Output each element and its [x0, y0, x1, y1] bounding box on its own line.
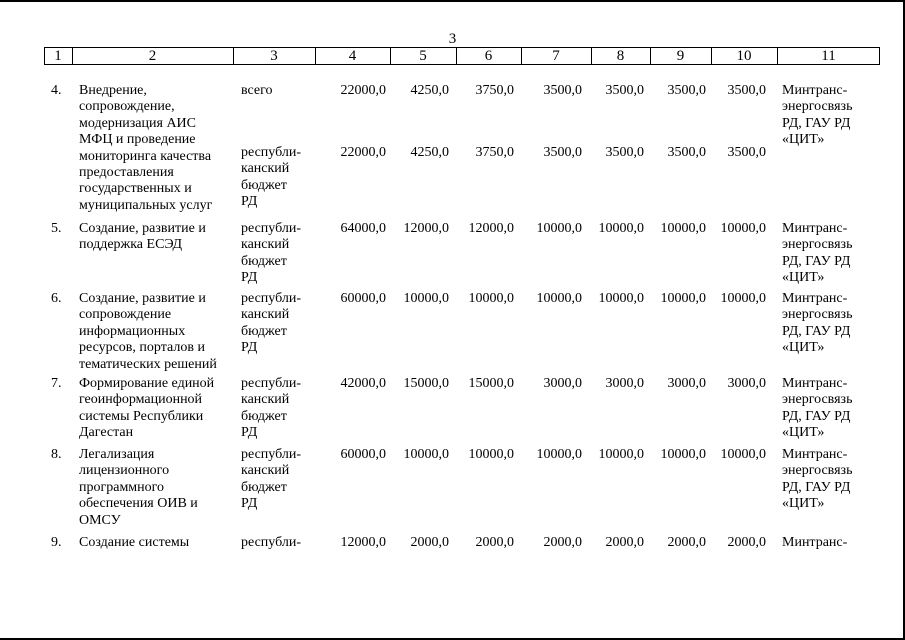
text-line: канский: [241, 237, 290, 253]
funding-value-col-7: 3000,0: [543, 376, 582, 391]
column-number-2: 2: [148, 48, 157, 64]
column-divider: [315, 48, 316, 64]
funding-value-col-8: 3500,0: [605, 145, 644, 160]
column-divider: [72, 48, 73, 64]
text-line: бюджет: [241, 323, 287, 339]
text-line: РД: [241, 496, 258, 512]
text-line: республи-: [241, 291, 301, 306]
row-number: 4.: [51, 83, 62, 98]
executor: [782, 447, 872, 513]
column-divider: [650, 48, 651, 64]
text-line: Минтранс-: [782, 291, 848, 306]
funding-value-col-8: 10000,0: [598, 291, 644, 306]
column-divider: [879, 48, 880, 64]
text-line: бюджет: [241, 253, 287, 269]
text-line: РД, ГАУ РД: [782, 115, 851, 131]
funding-value-col-5: 15000,0: [403, 376, 449, 391]
text-line: республи-: [241, 221, 301, 236]
text-line: всего: [241, 83, 273, 98]
text-line: Минтранс-: [782, 447, 848, 462]
funding-value-col-9: 3500,0: [667, 83, 706, 98]
funding-value-col-7: 10000,0: [536, 447, 582, 462]
funding-value-col-6: 3750,0: [475, 145, 514, 160]
funding-value-col-8: 2000,0: [605, 535, 644, 550]
text-line: энергосвязь: [782, 307, 853, 323]
text-line: Создание, развитие и: [79, 221, 206, 236]
text-line: «ЦИТ»: [782, 425, 825, 441]
funding-source: [241, 376, 301, 442]
executor: [782, 291, 872, 357]
funding-value-col-4: 42000,0: [340, 376, 386, 391]
executor: [782, 83, 872, 149]
column-number-6: 6: [484, 48, 493, 64]
measure-name: [79, 376, 229, 442]
text-line: Минтранс-: [782, 376, 848, 391]
funding-value-col-10: 3500,0: [727, 83, 766, 98]
text-line: республи-: [241, 535, 301, 550]
column-divider: [390, 48, 391, 64]
column-divider: [233, 48, 234, 64]
text-line: предоставления: [79, 165, 174, 181]
funding-value-col-8: 3000,0: [605, 376, 644, 391]
funding-value-col-5: 12000,0: [403, 221, 449, 236]
funding-source: [241, 221, 301, 287]
funding-value-col-5: 4250,0: [410, 83, 449, 98]
text-line: энергосвязь: [782, 99, 853, 115]
funding-value-col-7: 10000,0: [536, 221, 582, 236]
text-line: РД: [241, 270, 258, 286]
text-line: РД, ГАУ РД: [782, 479, 851, 495]
funding-value-col-7: 2000,0: [543, 535, 582, 550]
row-number: 5.: [51, 221, 62, 236]
text-line: сопровождение,: [79, 99, 175, 115]
funding-value-col-9: 3500,0: [667, 145, 706, 160]
column-divider: [521, 48, 522, 64]
text-line: Минтранс-: [782, 535, 848, 550]
text-line: «ЦИТ»: [782, 270, 825, 286]
text-line: МФЦ и проведение: [79, 132, 196, 148]
funding-source: [241, 535, 301, 551]
text-line: канский: [241, 161, 290, 177]
text-line: республи-: [241, 376, 301, 391]
text-line: государственных и: [79, 181, 192, 197]
funding-value-col-5: 10000,0: [403, 291, 449, 306]
column-number-4: 4: [348, 48, 357, 64]
text-line: «ЦИТ»: [782, 132, 825, 148]
text-line: мониторинга качества: [79, 148, 212, 164]
measure-name: [79, 221, 229, 254]
measure-name: [79, 447, 229, 529]
measure-name: [79, 83, 229, 214]
funding-value-col-6: 12000,0: [468, 221, 514, 236]
funding-value-col-5: 4250,0: [410, 145, 449, 160]
text-line: геоинформационной: [79, 392, 203, 408]
text-line: канский: [241, 307, 290, 323]
funding-value-col-10: 10000,0: [720, 221, 766, 236]
text-line: Минтранс-: [782, 83, 848, 98]
executor: [782, 221, 872, 287]
row-number: 7.: [51, 376, 62, 391]
text-line: Легализация: [79, 447, 155, 462]
funding-source: [241, 83, 273, 99]
funding-source: [241, 291, 301, 357]
text-line: лицензионного: [79, 463, 170, 479]
column-number-9: 9: [676, 48, 685, 64]
text-line: Минтранс-: [782, 221, 848, 236]
text-line: программного: [79, 479, 165, 495]
funding-value-col-7: 3500,0: [543, 145, 582, 160]
text-line: поддержка ЕСЭД: [79, 237, 183, 253]
text-line: сопровождение: [79, 307, 172, 323]
column-number-10: 10: [736, 48, 752, 64]
funding-value-col-6: 2000,0: [475, 535, 514, 550]
row-number: 8.: [51, 447, 62, 462]
text-line: канский: [241, 392, 290, 408]
text-line: республи-: [241, 145, 301, 160]
text-line: РД, ГАУ РД: [782, 323, 851, 339]
funding-value-col-10: 3000,0: [727, 376, 766, 391]
funding-value-col-8: 10000,0: [598, 221, 644, 236]
funding-value-col-4: 22000,0: [340, 83, 386, 98]
measure-name: [79, 291, 229, 373]
column-number-3: 3: [270, 48, 278, 64]
text-line: бюджет: [241, 479, 287, 495]
column-number-row: [44, 47, 880, 65]
text-line: «ЦИТ»: [782, 340, 825, 356]
funding-value-col-9: 2000,0: [667, 535, 706, 550]
executor: [782, 376, 872, 442]
funding-value-col-10: 10000,0: [720, 447, 766, 462]
text-line: обеспечения ОИВ и: [79, 496, 198, 512]
row-number: 9.: [51, 535, 62, 550]
text-line: бюджет: [241, 177, 287, 193]
text-line: РД: [241, 340, 258, 356]
column-number-5: 5: [419, 48, 427, 64]
text-line: Дагестан: [79, 425, 134, 441]
funding-value-col-5: 2000,0: [410, 535, 449, 550]
funding-value-col-7: 3500,0: [543, 83, 582, 98]
text-line: энергосвязь: [782, 463, 853, 479]
scan-border-top: [0, 0, 905, 2]
column-divider: [591, 48, 592, 64]
text-line: канский: [241, 463, 290, 479]
text-line: республи-: [241, 447, 301, 462]
funding-value-col-4: 22000,0: [340, 145, 386, 160]
funding-value-col-6: 15000,0: [468, 376, 514, 391]
column-number-8: 8: [616, 48, 625, 64]
funding-value-col-9: 10000,0: [660, 291, 706, 306]
measure-name: [79, 535, 229, 551]
text-line: «ЦИТ»: [782, 496, 825, 512]
funding-value-col-4: 12000,0: [340, 535, 386, 550]
text-line: бюджет: [241, 408, 287, 424]
text-line: муниципальных услуг: [79, 197, 213, 213]
page-number: 3: [448, 31, 457, 47]
text-line: РД: [241, 194, 258, 210]
funding-source: [241, 447, 301, 513]
text-line: РД, ГАУ РД: [782, 253, 851, 269]
text-line: информационных: [79, 323, 186, 339]
funding-value-col-5: 10000,0: [403, 447, 449, 462]
text-line: энергосвязь: [782, 392, 853, 408]
text-line: РД, ГАУ РД: [782, 408, 851, 424]
funding-value-col-10: 10000,0: [720, 291, 766, 306]
funding-value-col-4: 60000,0: [340, 291, 386, 306]
funding-value-col-4: 60000,0: [340, 447, 386, 462]
column-divider: [777, 48, 778, 64]
funding-value-col-9: 10000,0: [660, 221, 706, 236]
column-number-1: 1: [54, 48, 62, 64]
row-number: 6.: [51, 291, 62, 306]
funding-value-col-7: 10000,0: [536, 291, 582, 306]
text-line: ОМСУ: [79, 512, 121, 528]
funding-value-col-9: 10000,0: [660, 447, 706, 462]
funding-value-col-6: 10000,0: [468, 291, 514, 306]
text-line: тематических решений: [79, 356, 217, 372]
funding-value-col-4: 64000,0: [340, 221, 386, 236]
text-line: ресурсов, порталов и: [79, 340, 205, 356]
column-number-11: 11: [821, 48, 836, 64]
funding-value-col-6: 10000,0: [468, 447, 514, 462]
funding-value-col-8: 10000,0: [598, 447, 644, 462]
text-line: Создание, развитие и: [79, 291, 206, 306]
text-line: системы Республики: [79, 408, 204, 424]
text-line: Создание системы: [79, 535, 190, 550]
funding-value-col-10: 2000,0: [727, 535, 766, 550]
funding-value-col-10: 3500,0: [727, 145, 766, 160]
column-divider: [711, 48, 712, 64]
column-divider: [44, 48, 45, 64]
funding-value-col-6: 3750,0: [475, 83, 514, 98]
text-line: Внедрение,: [79, 83, 147, 98]
text-line: Формирование единой: [79, 376, 215, 391]
text-line: РД: [241, 425, 258, 441]
column-number-7: 7: [552, 48, 560, 64]
text-line: модернизация АИС: [79, 115, 197, 131]
funding-value-col-9: 3000,0: [667, 376, 706, 391]
funding-source: [241, 145, 301, 211]
column-divider: [456, 48, 457, 64]
funding-value-col-8: 3500,0: [605, 83, 644, 98]
executor: [782, 535, 872, 551]
text-line: энергосвязь: [782, 237, 853, 253]
